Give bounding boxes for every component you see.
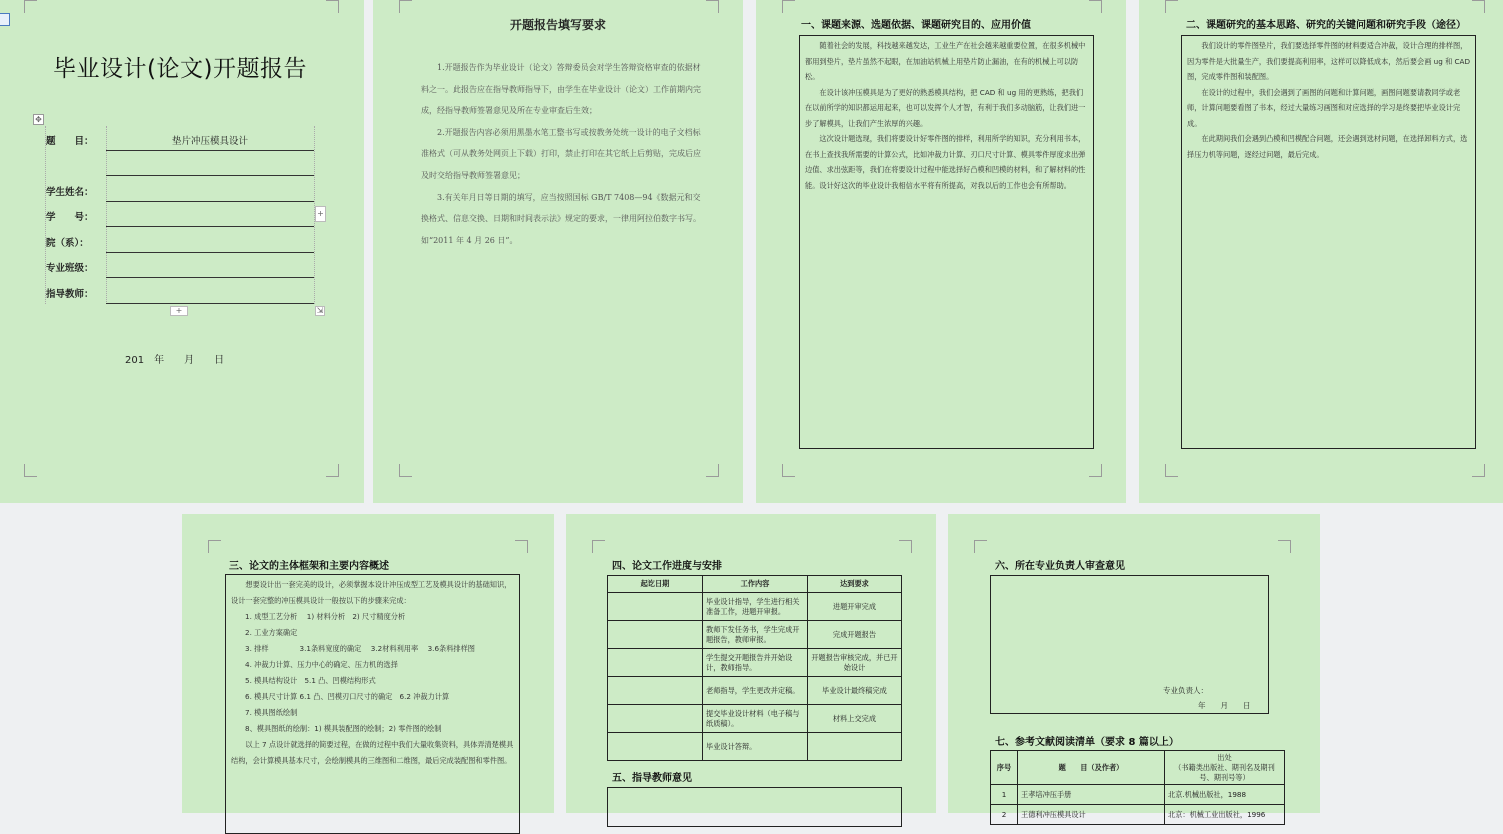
column-header: 达到要求 xyxy=(808,576,902,593)
cover-field[interactable] xyxy=(46,126,314,151)
field-label: 指导教师： xyxy=(46,289,94,300)
margin-corner xyxy=(399,0,412,13)
outline-item: 4. 冲裁力计算、压力中心的确定、压力机的选择 xyxy=(245,660,398,669)
outline-item: 5. 模具结构设计 5.1 凸、凹模结构形式 xyxy=(245,676,376,685)
margin-corner xyxy=(974,540,987,553)
margin-corner xyxy=(782,464,795,477)
field-label: 院（系）： xyxy=(46,238,89,249)
table-row[interactable] xyxy=(608,677,902,705)
goal-cell[interactable]: 进题开审完成 xyxy=(808,593,902,621)
margin-corner xyxy=(326,464,339,477)
field-label: 学 号： xyxy=(46,212,94,223)
table-move-handle-icon[interactable]: ✥ xyxy=(33,114,44,125)
column-header: 序号 xyxy=(991,751,1018,785)
paragraph: 以上 7 点设计就选择的简要过程，在做的过程中我们大量收集资料，具体弄清楚模具结构，会计算模具基本尺寸，会绘制模具的三维图和二维图，最后完成装配图和零件图。 xyxy=(231,740,514,765)
margin-corner xyxy=(1278,540,1291,553)
paragraph: 在此期间我们会遇到凸模和凹模配合问题，还会遇到选材问题，在选择卸料方式，选择压力机等问题，逐经过问题，最后完成。 xyxy=(1187,134,1468,159)
section-5-title: 五、指导教师意见 xyxy=(612,773,692,784)
add-column-icon[interactable]: + xyxy=(315,206,326,222)
table-row[interactable] xyxy=(608,593,902,621)
outline-item: 6. 模具尺寸计算 6.1 凸、凹模刃口尺寸的确定 6.2 冲裁力计算 xyxy=(245,692,450,701)
margin-corner xyxy=(1165,464,1178,477)
margin-corner xyxy=(782,0,795,13)
section-3-box[interactable] xyxy=(225,574,520,834)
requirements-title: 开题报告填写要求 xyxy=(509,18,606,32)
margin-corner xyxy=(208,540,221,553)
paragraph: 在设计该冲压模具是为了更好的熟悉模具结构，把 CAD 和 ug 用的更熟练，把我们在以前所学的知识都运用起来，也可以发挥个人才智，有利于我们多动脑筋，让我们进一步了解模具，让我们产生浓厚的兴趣。 xyxy=(805,87,1086,128)
add-row-icon[interactable]: + xyxy=(170,306,188,316)
section-2-box[interactable] xyxy=(1181,35,1476,449)
page-section-6 xyxy=(948,514,1320,819)
ref-number: 2 xyxy=(991,805,1018,825)
margin-corner xyxy=(1472,464,1485,477)
requirement-item: 1.开题报告作为毕业设计（论文）答辩委员会对学生答辩资格审查的依据材料之一。此报告应在指导教师指导下，由学生在毕业设计（论文）工作前期内完成，经指导教师签署意见及所在专业审查后生效； xyxy=(421,63,701,116)
field-underline xyxy=(106,277,314,278)
signer-label: 专业负责人： xyxy=(1163,686,1208,695)
margin-corner xyxy=(706,464,719,477)
date-cell[interactable] xyxy=(608,733,703,761)
requirement-item: 2.开题报告内容必须用黑墨水笔工整书写或按教务处统一设计的电子文档标准格式（可从教务处网页上下载）打印，禁止打印在其它纸上后剪贴，完成后应及时交给指导教师签署意见； xyxy=(421,127,701,180)
cover-title: 毕业设计(论文)开题报告 xyxy=(53,56,307,82)
content-cell[interactable]: 毕业设计答辩。 xyxy=(703,733,808,761)
table-row[interactable] xyxy=(991,805,1285,825)
content-cell[interactable]: 教师下发任务书，学生完成开题报告，教师审报。 xyxy=(703,621,808,649)
reference-table xyxy=(990,750,1285,825)
outline-item: 2. 工业方案确定 xyxy=(245,628,298,637)
margin-corner xyxy=(399,464,412,477)
page-section-1 xyxy=(756,0,1126,503)
date-cell[interactable] xyxy=(608,705,703,733)
page-section-3 xyxy=(182,514,554,813)
field-underline xyxy=(106,226,314,227)
ref-title[interactable]: 王德利冲压模具设计 xyxy=(1018,805,1165,825)
page-section-2 xyxy=(1139,0,1503,503)
cover-field[interactable] xyxy=(46,253,314,278)
goal-cell[interactable]: 开题报告审核完成，并已开始设计 xyxy=(808,649,902,677)
department-review-box[interactable] xyxy=(990,575,1269,714)
page-cover xyxy=(0,0,364,503)
date-cell[interactable] xyxy=(608,677,703,705)
requirement-item: 3.有关年月日等日期的填写，应当按照国标 GB/T 7408—94《数据元和交换格式、信息交换、日期和时间表示法》规定的要求，一律用阿拉伯数字书写。如“2011 年 4 月 26 日”。 xyxy=(421,192,701,245)
page-requirements xyxy=(373,0,743,503)
paragraph: 在设计的过程中，我们会遇到了画图的问题和计算问题，画图问题要请教同学或老师，计算问题要看图了书本，经过大量练习画图和对应选择的学习是终要把毕业设计完成。 xyxy=(1187,87,1461,128)
margin-corner xyxy=(592,540,605,553)
date-cell[interactable] xyxy=(608,621,703,649)
review-date: 年 月 日 xyxy=(1198,701,1251,710)
column-header: 出处 （书籍类出版社、期刊名及期刊号、期刊号等） xyxy=(1165,751,1285,785)
date-cell[interactable] xyxy=(608,649,703,677)
page-section-4 xyxy=(566,514,936,813)
table-row[interactable] xyxy=(608,621,902,649)
margin-corner xyxy=(899,540,912,553)
ref-number: 1 xyxy=(991,785,1018,805)
column-header: 起讫日期 xyxy=(608,576,703,593)
margin-corner xyxy=(326,0,339,13)
resize-handle-icon[interactable]: ⇲ xyxy=(316,306,324,315)
table-row[interactable] xyxy=(608,649,902,677)
field-label: 题 目： xyxy=(46,136,94,147)
advisor-opinion-box[interactable] xyxy=(607,787,902,827)
margin-corner xyxy=(1165,0,1178,13)
table-row[interactable] xyxy=(608,705,902,733)
ref-source[interactable]: 北京：机械工业出版社，1996 xyxy=(1165,805,1285,825)
ref-source[interactable]: 北京.机械出版社，1988 xyxy=(1165,785,1285,805)
schedule-table xyxy=(607,575,902,761)
cover-field[interactable] xyxy=(46,177,314,202)
requirements-text xyxy=(421,57,706,251)
paragraph: 我们设计的零件图垫片，我们要选择零件图的材料要适合冲裁，设计合理的排样图，因为零件是大批量生产，我们要提高利用率，这样可以降低成本，然后要会画 ug 和 CAD 图，完成零件图和装配图。 xyxy=(1187,41,1471,81)
goal-cell[interactable]: 毕业设计最终稿完成 xyxy=(808,677,902,705)
section-7-title: 七、参考文献阅读清单（要求 8 篇以上） xyxy=(995,737,1179,748)
cover-field[interactable] xyxy=(46,151,314,176)
field-underline xyxy=(106,303,314,304)
column-header: 工作内容 xyxy=(703,576,808,593)
content-cell[interactable]: 老师指导，学生更改并定稿。 xyxy=(703,677,808,705)
cover-field[interactable] xyxy=(46,228,314,253)
field-label: 专业班级： xyxy=(46,263,94,274)
section-4-title: 四、论文工作进度与安排 xyxy=(612,561,722,572)
margin-corner xyxy=(1089,0,1102,13)
content-cell[interactable]: 学生提交开题报告并开始设计，教师指导。 xyxy=(703,649,808,677)
section-6-title: 六、所在专业负责人审查意见 xyxy=(995,561,1125,572)
cover-field[interactable] xyxy=(46,202,314,227)
margin-corner xyxy=(24,0,37,13)
field-underline xyxy=(106,175,314,176)
margin-corner xyxy=(706,0,719,13)
section-3-title: 三、论文的主体框架和主要内容概述 xyxy=(229,561,389,572)
paragraph: 这次设计题选现，我们将要设计好零件图的排样，利用所学的知识，充分利用书本，在书上查找我所需要的计算公式，比如冲裁力计算、刃口尺寸计算、模具零件厚度求出弹边值、求出弦距等，我们在将要设计过程中能选择好凸模和凹模的材料，和了解材料的性能。设计好这次的毕业设计我相信水平将有所提高，对我以后的工作也会有所帮助。 xyxy=(805,134,1086,190)
ref-title[interactable]: 王孝培冲压手册 xyxy=(1018,785,1165,805)
table-row[interactable] xyxy=(608,733,902,761)
goal-cell[interactable] xyxy=(808,733,902,761)
cover-date: 201 年 月 日 xyxy=(125,355,225,366)
paragraph: 随着社会的发展，科技越来越发达，工业生产在社会越来越重要位置，在很多机械中都用到垫片，垫片虽然不起眼，在加油站机械上用垫片防止漏油，在有的机械上可以防松。 xyxy=(805,41,1086,81)
goal-cell[interactable]: 完成开题报告 xyxy=(808,621,902,649)
margin-corner xyxy=(1472,0,1485,13)
paragraph: 想要设计出一套完美的设计，必须掌握本设计冲压成型工艺及模具设计的基础知识，设计一套完整的冲压模具设计一般按以下的步骤来完成： xyxy=(231,580,512,605)
content-cell[interactable]: 提交毕业设计材料（电子稿与纸质稿）。 xyxy=(703,705,808,733)
document-icon[interactable] xyxy=(0,13,10,26)
section-2-title: 二、课题研究的基本思路、研究的关键问题和研究手段（途径） xyxy=(1186,20,1466,31)
table-row[interactable] xyxy=(991,785,1285,805)
outline-item: 1. 成型工艺分析 1) 材料分析 2) 尺寸精度分析 xyxy=(245,612,406,621)
outline-item: 3. 排样 3.1条料宽度的确定 3.2材料利用率 3.6条料排样图 xyxy=(245,644,475,653)
field-label: 学生姓名： xyxy=(46,187,94,198)
section-1-box[interactable] xyxy=(799,35,1094,449)
margin-corner xyxy=(24,464,37,477)
outline-item: 7. 模具图纸绘制 xyxy=(245,708,298,717)
date-cell[interactable] xyxy=(608,593,703,621)
column-header: 题 目（及作者） xyxy=(1018,751,1165,785)
margin-corner xyxy=(1089,464,1102,477)
goal-cell[interactable]: 材料上交完成 xyxy=(808,705,902,733)
thesis-title-value[interactable]: 垫片冲压模具设计 xyxy=(171,136,248,147)
content-cell[interactable]: 毕业设计指导，学生进行相关准备工作，进题开审报。 xyxy=(703,593,808,621)
section-1-title: 一、课题来源、选题依据、课题研究目的、应用价值 xyxy=(801,20,1031,31)
margin-corner xyxy=(515,540,528,553)
cover-field[interactable] xyxy=(46,279,314,304)
outline-item: 8、模具图纸的绘制：1) 模具装配图的绘制；2) 零件图的绘制 xyxy=(245,724,442,733)
